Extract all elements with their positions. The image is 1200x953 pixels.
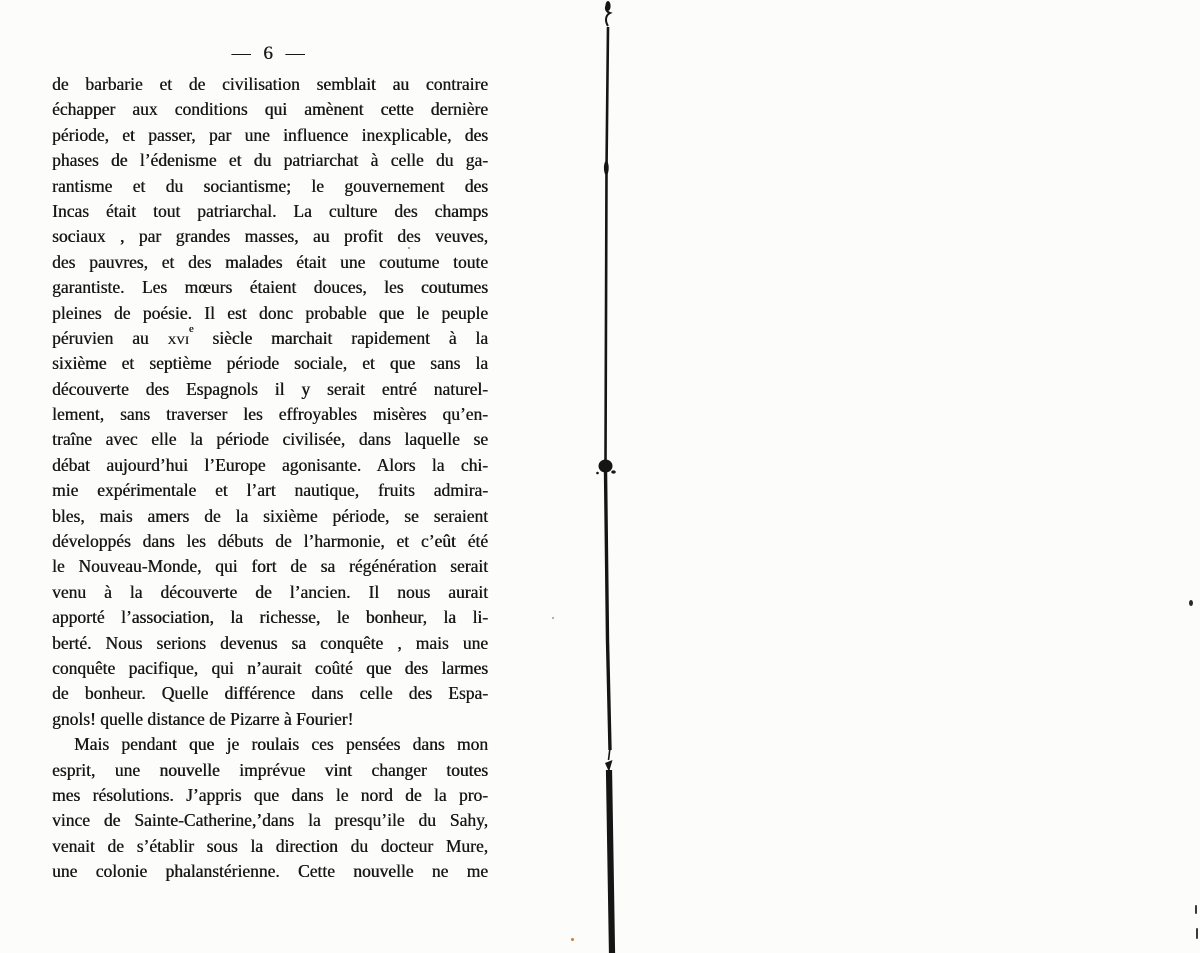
page-body [52, 72, 488, 885]
text-line: gnols! quelle distance de Pizarre à Fourier! [52, 708, 354, 729]
binding-gutter-line [585, 0, 635, 953]
ink-speck [1189, 600, 1193, 606]
text-line: pleines de poésie. Il est donc probable que le peuple [52, 302, 488, 323]
text-line: une colonie phalanstérienne. Cette nouvelle ne me [52, 861, 488, 882]
text-line: venu à la découverte de l’ancien. Il nous aurait [52, 581, 488, 602]
text-line: conquête pacifique, qui n’aurait coûté que des larmes [52, 657, 488, 678]
text-line: bles, mais amers de la sixième période, se seraient [52, 505, 488, 526]
text-line: Mais pendant que je roulais ces pensées dans mon [74, 734, 488, 755]
text-line: période, et passer, par une influence inexplicable, des [52, 124, 488, 145]
text-line: de bonheur. Quelle différence dans celle des Espa- [52, 683, 488, 704]
text-line: découverte des Espagnols il y serait entré naturel- [52, 378, 488, 399]
text-line: traîne avec elle la période civilisée, dans laquelle se [52, 429, 488, 450]
text-line: apporté l’association, la richesse, le bonheur, la li- [52, 607, 488, 628]
text-line: rantisme et du sociantisme; le gouvernement des [52, 175, 488, 196]
text-line: le Nouveau-Monde, qui fort de sa régénération serait [52, 556, 488, 577]
text-line: phases de l’édenisme et du patriarchat à celle du ga- [52, 150, 488, 171]
text-line: mes résolutions. J’appris que dans le nord de la pro- [52, 784, 488, 805]
ink-speck [408, 247, 410, 249]
ink-speck [571, 938, 574, 941]
text-line: vince de Sainte-Catherine,’dans la presqu’ile du Sahy, [52, 810, 488, 831]
text-line: esprit, une nouvelle imprévue vint changer toutes [52, 759, 488, 780]
text-line: lement, sans traverser les effroyables misères qu’en- [52, 404, 488, 425]
text-line: Incas était tout patriarchal. La culture des champs [52, 200, 488, 221]
text-line: venait de s’établir sous la direction du docteur Mure, [52, 835, 488, 856]
page-6 [52, 44, 488, 885]
text-line: développés dans les débuts de l’harmonie, et c’eût été [52, 531, 488, 552]
text-line: mie expérimentale et l’art nautique, fruits admira- [52, 480, 488, 501]
page-number: — 6 — [231, 43, 309, 64]
text-line: échapper aux conditions qui amènent cette dernière [52, 99, 488, 120]
ink-speck [552, 617, 554, 619]
text-line: débat aujourd’hui l’Europe agonisante. Alors la chi- [52, 454, 488, 475]
text-line: berté. Nous serions devenus sa conquête , mais une [52, 632, 488, 653]
text-line: des pauvres, et des malades était une coutume toute [52, 251, 488, 272]
text-line: sociaux , par grandes masses, au profit des veuves, [52, 226, 488, 247]
text-line: sixième et septième période sociale, et que sans la [52, 353, 488, 374]
ink-speck [1195, 905, 1197, 914]
text-line: péruvien au xvi$^e$ siècle marchait rapidement à la [52, 324, 488, 348]
text-line: garantiste. Les mœurs étaient douces, les coutumes [52, 277, 488, 298]
ink-speck [1196, 928, 1198, 939]
text-line: de barbarie et de civilisation semblait au contraire [52, 74, 488, 94]
